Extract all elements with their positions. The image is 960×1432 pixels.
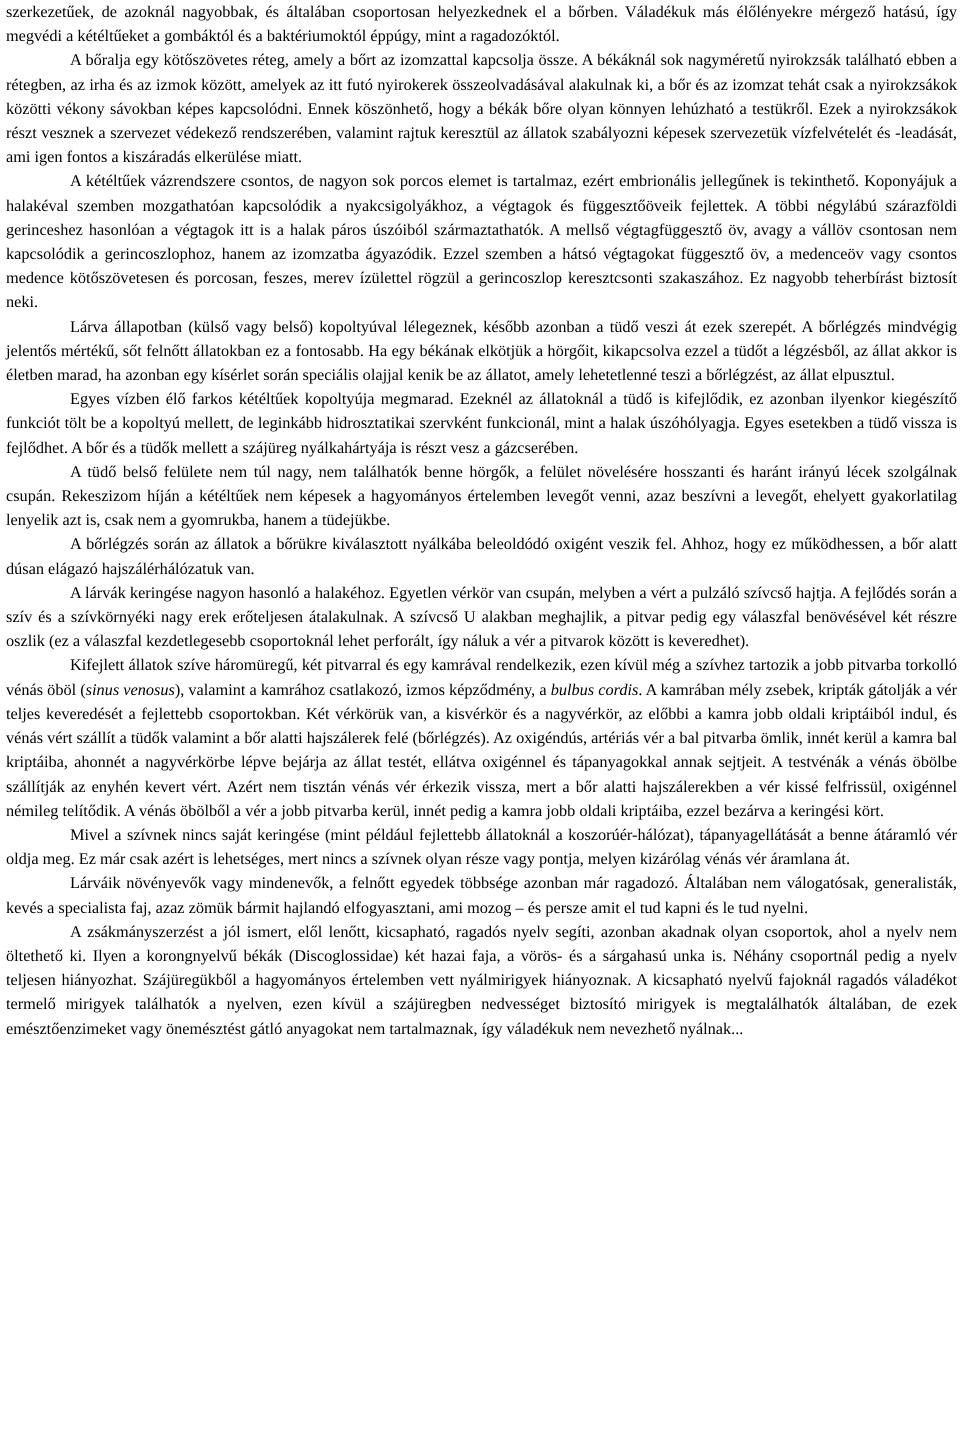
- latin-term-sinus-venosus: sinus venosus: [85, 679, 175, 699]
- document-page: [6, 0, 957, 1041]
- latin-term-bulbus-cordis: bulbus cordis: [550, 679, 639, 699]
- paragraph-10-text: Mivel a szívnek nincs saját keringése (mint például fejlettebb állatoknál a koszorúér-hálózat), tápanyagellátását a benne átáramló vér oldja meg. Ez már csak azért is lehetséges, mert nincs a szívnek olyan része vagy pontja, melyen kizárólag vénás vér áramlana át.: [6, 824, 957, 869]
- paragraph-9-text-b: ), valamint a kamrához csatlakozó, izmos képződmény, a: [174, 679, 551, 699]
- paragraph-5: [6, 387, 957, 460]
- paragraph-2-text: A bőralja egy kötőszövetes réteg, amely a bőrt az izomzattal kapcsolja össze. A békáknál sok nagyméretű nyirokzsák található ebben a rétegben, az irha és az izmok között, amelyek az itt futó nyirokerek összeolvadásával alakulnak ki, a bőr és az izomzat tehát csak a nyirokzsákok közötti vékony sávokban képes kapcsolódni. Ennek köszönhető, hogy a békák bőre olyan könnyen lehúzható a testükről. Ezek a nyirokzsákok részt vesznek a szervezet védekező rendszerében, valamint rajtuk keresztül az állatok szabályozni képesek szervezetük vízfelvételét és -leadását, ami igen fontos a kiszáradás elkerülése miatt.: [6, 50, 957, 167]
- paragraph-6-text: A tüdő belső felülete nem túl nagy, nem találhatók benne hörgők, a felület növelésére hosszanti és haránt irányú lécek szolgálnak csupán. Rekeszizom híján a kétéltűek nem képesek a hagyományos értelemben levegőt venni, azaz beszívni a levegőt, ehelyett gyakorlatilag lenyelik azt is, csak nem a gyomrukba, hanem a tüdejükbe.: [6, 461, 957, 530]
- paragraph-8: [6, 581, 957, 654]
- paragraph-6: [6, 460, 957, 533]
- paragraph-9: [6, 653, 957, 822]
- paragraph-4-text: Lárva állapotban (külső vagy belső) kopoltyúval lélegeznek, később azonban a tüdő veszi át ezek szerepét. A bőrlégzés mindvégig jelentős mértékű, sőt felnőtt állatokban ez a fontosabb. Ha egy békának elkötjük a hörgőit, kikapcsolva ezzel a tüdőt a légzésből, az állat akkor is életben marad, ha azonban egy kísérlet során speciális olajjal kenik be az állatot, amely lehetetlenné teszi a bőrlégzést, az állat elpusztul.: [6, 316, 957, 385]
- paragraph-2: [6, 48, 957, 169]
- paragraph-9-text-c: . A kamrában mély zsebek, kripták gátolják a vér teljes keveredését a fejlettebb csoportokban. Két vérkörük van, a kisvérkör és a nagyvérkör, az előbbi a kamra jobb oldali kriptáiból indul, és vénás vért szállít a tüdők valamint a bőr alatti hajszálerek felé (bőrlégzés). Az oxigéndús, artériás vér a bal pitvarba ömlik, innét kerül a kamra bal kriptáiba, ahonnét a nagyvérkörbe lépve bejárja az állat testét, ellátva oxigénnel és tápanyagokkal annak sejtjeit. A testvénák a vénás öbölbe szállítják az enyhén kevert vért. Azért nem tisztán vénás vér érkezik vissza, mert a bőr alatti hajszálerekben a vér kissé felfrissül, oxigénnel némileg telítődik. A vénás öbölből a vér a jobb pitvarba kerül, innét pedig a kamra jobb oldali kriptáiba, ezzel bezárva a keringési kört.: [6, 679, 958, 820]
- paragraph-8-text: A lárvák keringése nagyon hasonló a halakéhoz. Egyetlen vérkör van csupán, melyben a vért a pulzáló szívcső hajtja. A fejlődés során a szív és a szívkörnyéki nagy erek erőteljesen átalakulnak. A szívcső U alakban meghajlik, a pitvar pedig egy válaszfal benövésével két részre oszlik (ez a válaszfal kezdetlegesebb csoportoknál lehet perforált, így náluk a vér a pitvarok között is keveredhet).: [6, 582, 957, 651]
- paragraph-10: [6, 823, 957, 871]
- paragraph-7: [6, 532, 957, 580]
- paragraph-3: [6, 169, 957, 314]
- paragraph-12: [6, 920, 957, 1041]
- paragraph-5-text: Egyes vízben élő farkos kétéltűek kopoltyúja megmarad. Ezeknél az állatoknál a tüdő is kifejlődik, ez azonban ilyenkor kiegészítő funkciót tölt be a kopoltyú mellett, de leginkább hidrosztatikai szervként funkcionál, mint a halak úszóhólyagja. Egyes esetekben a tüdő vissza is fejlődhet. A bőr és a tüdők mellett a szájüreg nyálkahártyája is részt vesz a gázcserében.: [6, 389, 957, 457]
- paragraph-1: [6, 0, 957, 48]
- paragraph-9-text-a: Kifejlett állatok szíve háromüregű, két pitvarral és egy kamrával rendelkezik, ezen kívül még a szívhez tartozik a jobb pitvarba torkolló vénás öböl (: [6, 655, 957, 699]
- paragraph-4: [6, 315, 957, 388]
- paragraph-11: [6, 871, 957, 919]
- paragraph-11-text: Lárváik növényevők vagy mindenevők, a felnőtt egyedek többsége azonban már ragadozó. Általában nem válogatósak, generalisták, kevés a specialista faj, azaz zömük bármit hajlandó elfogyasztani, ami mozog – és persze amit el tud kapni és le tud nyelni.: [6, 873, 957, 917]
- paragraph-3-text: A kétéltűek vázrendszere csontos, de nagyon sok porcos elemet is tartalmaz, ezért embrionális jellegűnek is tekinthető. Koponyájuk a halakéval szemben mozgathatóan kapcsolódik a nyakcsigolyákhoz, a végtagok és függesztőöveik fejlettek. A többi négylábú szárazföldi gerinceshez hasonlóan a végtagok itt is a halak páros úszóiból származtathatók. A mellső végtagfüggesztő öv, avagy a vállöv csontosan nem kapcsolódik a gerincoszlophoz, hanem az izomzatba ágyazódik. Ezzel szemben a hátsó végtagokat függesztő öv, a medenceöv vagy csontos medence kötőszövetesen és porcosan, feszes, merev ízülettel rögzül a gerincoszlop keresztcsonti szakaszához. Ez nagyobb teherbírást biztosít neki.: [6, 171, 957, 312]
- paragraph-12-text: A zsákmányszerzést a jól ismert, elől lenőtt, kicsapható, ragadós nyelv segíti, azonban akadnak olyan csoportok, ahol a nyelv nem öltethető ki. Ilyen a korongnyelvű békák (Discoglossidae) két hazai faja, a vörös- és a sárgahasú unka is. Néhány csoportnál pedig a nyelv teljesen hiányozhat. Szájüregükből a hagyományos értelemben vett nyálmirigyek hiányoznak. A kicsapható nyelvű fajoknál ragadós váladékot termelő mirigyek találhatók a nyelven, ezen kívül a szájüregben nedvességet biztosító mirigyek is megtalálhatók általában, de ezek emésztőenzimeket vagy önemésztést gátló anyagokat nem tartalmaznak, így váladékuk nem nevezhető nyálnak...: [6, 921, 957, 1038]
- paragraph-1-text: szerkezetűek, de azoknál nagyobbak, és általában csoportosan helyezkednek el a bőrben. Váladékuk más élőlényekre mérgező hatású, így megvédi a kétéltűeket a gombáktól és a baktériumoktól éppúgy, mint a ragadozóktól.: [6, 2, 957, 46]
- paragraph-7-text: A bőrlégzés során az állatok a bőrükre kiválasztott nyálkába beleoldódó oxigént veszik fel. Ahhoz, hogy ez működhessen, a bőr alatt dúsan elágazó hajszálérhálózatuk van.: [6, 534, 957, 578]
